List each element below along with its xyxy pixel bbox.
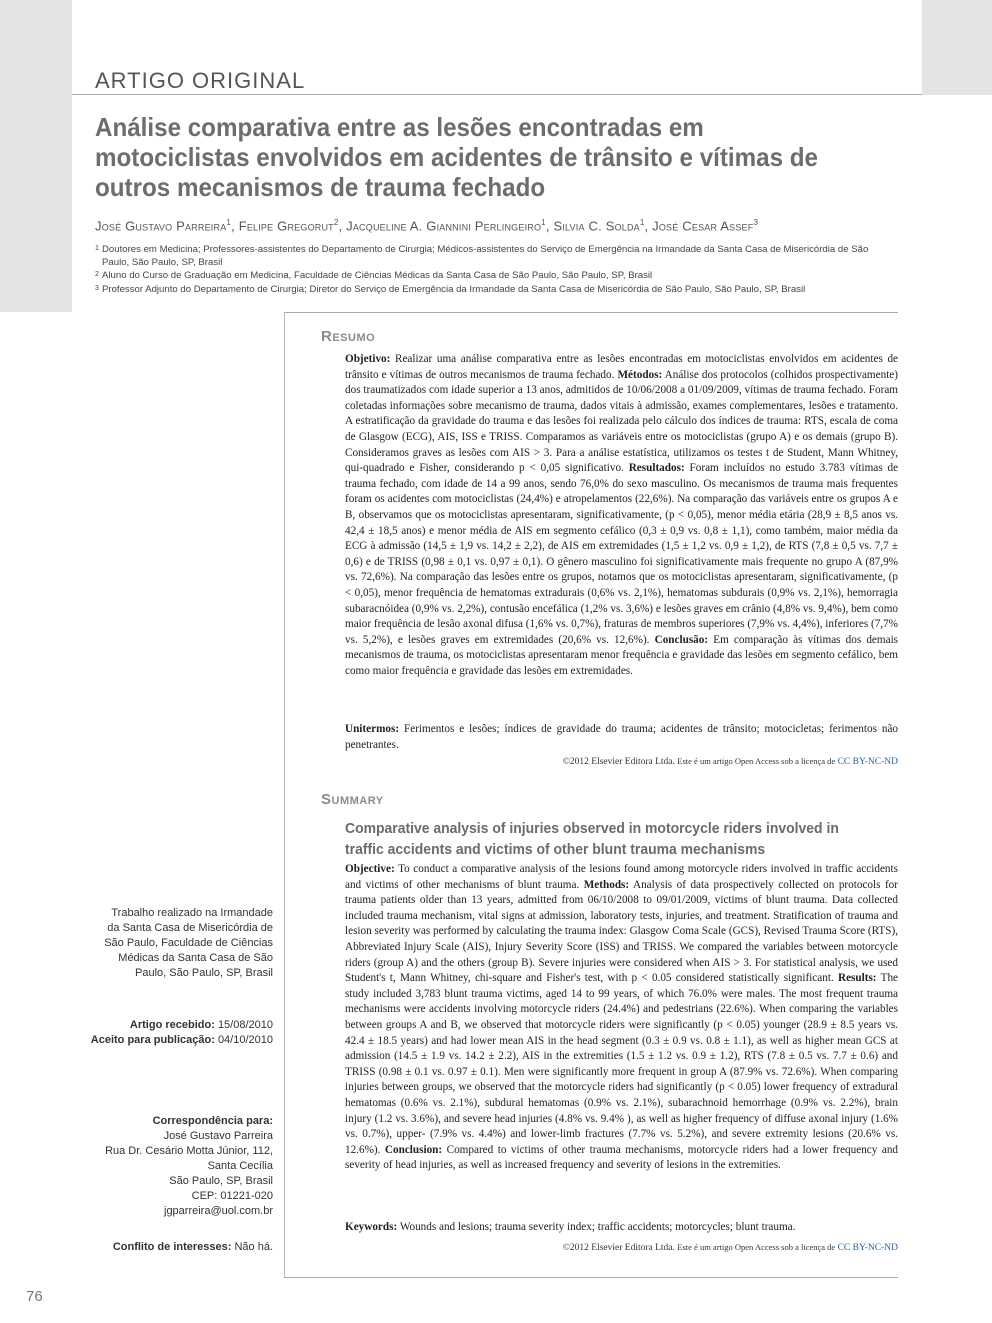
conflict-block: Conflito de interesses: Não há. bbox=[112, 1241, 273, 1253]
summary-body: Objective: To conduct a comparative analysis of the lesions found among motorcycle riders involved in traffic accidents and victims of other mechanisms of blunt trauma. Methods: Analysis of data prospectively collected on protocols for trauma patients older than 13 years, admitted from 06/10/2008 to 09/01/2009, victims of blunt trauma. Data collected included trauma mechanism, vital signs at admission, laboratory tests, injuries, and treatment. Stratification of trauma and lesion severity was performed by calculating the trauma index: Glasgow Coma Scale (GCS), Revised Trauma Score (RTS), Abbreviated Injury Scale (AIS), Injury Severity Score (ISS) and TRISS. We compared the variables between motorcycle riders (group A) and the others (group B). Severe injuries were considered when AIS > 3. For statistical analysis, we used Student's t, Mann Whitney, chi-square and Fisher's test, with p < 0.05 considered statistically significant. Results: The study included 3,783 blunt trauma victims, aged 14 to 99 years, of which 76.0% were males. The most frequent trauma mechanisms were accidents involving motorcycle riders (24.4%) and pedestrians (22.6%). When comparing the variables between groups A and B, we observed that motorcycle riders were significantly (p < 0.05) younger (28.9 ± 8.5 years vs. 42.4 ± 18.5 years) and had lower mean AIS in the head segment (0.3 ± 0.9 vs. 0.8 ± 1.1), as well as higher mean GCS at admission (14.5 ± 1.9 vs. 14.2 ± 2.2), AIS in the extremities (1.5 ± 1.2 vs. 0.9 ± 1.2), RTS (7.8 ± 0.5 vs. 7.7 ± 0.6) and TRISS (0.98 ± 0.1 vs. 0.97 ± 0.1). Men were significantly more frequent in group A (87.9% vs. 72.6%). When comparing injuries between groups, we observed that the motorcycle riders had significantly (p < 0.05) lower frequency of extradural hematomas (0.6% vs. 2.1%), subdural hematomas (0.9% vs. 2.1%), subarachnoid hemorrhage (0.9% vs. 2.2%), brain injury (1.2 vs. 3.6%), and severe head injuries (4.8% vs. 9.4% ), as well as higher frequency of diffuse axonal injury (1.6% vs. 0.7%), upper- (7.9% vs. 4.4%) and lower-limb fractures (7.7% vs. 5.2%), and severe extremity lesions (20.6% vs. 12.6%). Conclusion: Compared to victims of other trauma mechanisms, motorcycle riders had a lower frequency and severity of head injuries, as well as increased frequency and severity of lesions in the extremities. bbox=[345, 863, 899, 1172]
author: Jacqueline A. Giannini Perlingeiro bbox=[346, 218, 542, 234]
license-link[interactable]: CC BY-NC-ND bbox=[837, 757, 898, 767]
article-title: Análise comparativa entre as lesões encontradas em motociclistas envolvidos em acidentes de trânsito e vítimas de outros mecanismos de trauma fechado bbox=[95, 112, 818, 202]
author-list: José Gustavo Parreira$^1$, Felipe Gregorut$^2$, Jacqueline A. Giannini Perlingeiro$^1$, Silvia C. Solda$^1$, José Cesar Assef$^3$ bbox=[95, 218, 759, 234]
resumo-copyright: ©2012 Elsevier Editora Ltda. Este é um artigo Open Access sob a licença de CC BY-NC-ND bbox=[562, 756, 898, 767]
resumo-heading: Resumo bbox=[321, 328, 376, 345]
correspondence-email[interactable]: jgparreira@uol.com.br bbox=[164, 1205, 273, 1217]
top-divider bbox=[72, 94, 922, 95]
dates-block: Artigo recebido: 15/08/2010 Aceito para publicação: 04/10/2010 bbox=[90, 1019, 273, 1046]
institution-note: Trabalho realizado na Irmandade da Santa Casa de Misericórdia de São Paulo, Faculdade de Ciências Médicas da Santa Casa de São Paulo, São Paulo, SP, Brasil bbox=[104, 907, 273, 979]
license-link[interactable]: CC BY-NC-ND bbox=[837, 1243, 898, 1253]
summary-heading: Summary bbox=[321, 791, 384, 808]
correspondence-block: Correspondência para: José Gustavo Parreira Rua Dr. Cesário Motta Júnior, 112, Santa Cecília São Paulo, SP, Brasil CEP: 01221-020 jgparreira@uol.com.br bbox=[73, 1114, 273, 1219]
resumo-keywords: Unitermos: Ferimentos e lesões; índices de gravidade do trauma; acidentes de trânsito; motocicletas; ferimentos não penetrantes. bbox=[345, 723, 899, 751]
header-band-right bbox=[922, 0, 992, 95]
summary-keywords: Keywords: Wounds and lesions; trauma severity index; traffic accidents; motorcycles; blunt trauma. bbox=[345, 1221, 796, 1233]
resumo-body: Objetivo: Realizar uma análise comparativa entre as lesões encontradas em motociclistas envolvidos em acidentes de trânsito e vítimas de outros mecanismos de trauma fechado. Métodos: Análise dos protocolos (colhidos prospectivamente) dos traumatizados com idade superior a 13 anos, admitidos de 10/06/2008 a 01/09/2009, vítimas de trauma fechado. Foram coletadas informações sobre mecanismo de trauma, dados vitais à admissão, exames complementares, lesões e tratamento. A estratificação da gravidade do trauma e das lesões foi realizada pelo cálculo dos índices de trauma: RTS, escala de coma de Glasgow (ECG), AIS, ISS e TRISS. Comparamos as variáveis entre os motociclistas (grupo A) e os demais (grupo B). Consideramos graves as lesões com AIS > 3. Para a análise estatística, utilizamos os testes t de Student, Mann Whitney, qui-quadrado e Fisher, considerando p < 0,05 significativo. Resultados: Foram incluídos no estudo 3.783 vítimas de trauma fechado, com idade de 14 a 99 anos, sendo 76,0% do sexo masculino. Os mecanismos de trauma mais frequentes foram os acidentes com motociclistas (24,4%) e atropelamentos (22,6%). Na comparação das variáveis entre os grupos A e B, observamos que os motociclistas apresentaram, significativamente, (p < 0,05), menor média etária (28,9 ± 8,5 anos vs. 42,4 ± 18,5 anos) e menor média de AIS em segmento cefálico (0,3 ± 0,9 vs. 0,8 ± 1,1), como também, maior média da ECG à admissão (14,5 ± 1,9 vs. 14,2 ± 2,2), de AIS em extremidades (1,5 ± 1,2 vs. 0,9 ± 1,2), de RTS (7,8 ± 0,5 vs. 7,7 ± 0,6) e de TRISS (0,98 ± 0,1 vs. 0,97 ± 0,1). O gênero masculino foi significativamente mais frequente no grupo A (87,9% vs. 72,6%). Na comparação das lesões entre os grupos, notamos que os motociclistas apresentaram, significativamente, (p < 0,05), menor frequência de hematomas extradurais (0,6% vs. 2,1%), hematomas subdurais (0,9% vs. 2,1%), hemorragia subaracnóidea (0,9% vs. 2,2%), contusão encefálica (1,2% vs. 3,6%) e lesões graves em crânio (4,8% vs. 9,4%), bem como maior frequência de lesão axonal difusa (1,6% vs. 0,7%), fraturas de membros superiores (7,9% vs. 4,4%), inferiores (7,7% vs. 5,2%), e lesões graves em extremidades (20,6% vs. 12,6%). Conclusão: Em comparação às vítimas dos demais mecanismos de trauma, os motociclistas apresentaram menor frequência e gravidade das lesões em segmento cefálico, bem como maior frequência e gravidade das lesões em extremidades. bbox=[345, 353, 899, 677]
header-band-left bbox=[0, 0, 72, 312]
author: José Gustavo Parreira bbox=[95, 218, 227, 234]
affiliation: 3 Professor Adjunto do Departamento de Cirurgia; Diretor do Serviço de Emergência da Irmandade da Santa Casa de Misericórdia de São Paulo, São Paulo, SP, Brasil bbox=[95, 284, 806, 295]
summary-title: Comparative analysis of injuries observed in motorcycle riders involved in traffic accidents and victims of other blunt trauma mechanisms bbox=[345, 820, 839, 858]
affiliation: 1 Doutores em Medicina; Professores-assistentes do Departamento de Cirurgia; Médicos-assistentes do Serviço de Emergência na Irmandade da Santa Casa de Misericórdia de São Paulo, São Paulo, SP, Brasil bbox=[95, 244, 869, 268]
page-number: 76 bbox=[26, 1288, 43, 1305]
author: José Cesar Assef bbox=[652, 218, 754, 234]
bottom-divider bbox=[284, 1277, 898, 1278]
summary-copyright: ©2012 Elsevier Editora Ltda. Este é um artigo Open Access sob a licença de CC BY-NC-ND bbox=[562, 1242, 898, 1253]
section-label: ARTIGO ORIGINAL bbox=[95, 68, 306, 93]
section-divider bbox=[284, 312, 898, 313]
author: Silvia C. Solda bbox=[553, 218, 640, 234]
affiliation: 2 Aluno do Curso de Graduação em Medicina, Faculdade de Ciências Médicas da Santa Casa de São Paulo, São Paulo, SP, Brasil bbox=[95, 270, 653, 281]
author: Felipe Gregorut bbox=[238, 218, 334, 234]
